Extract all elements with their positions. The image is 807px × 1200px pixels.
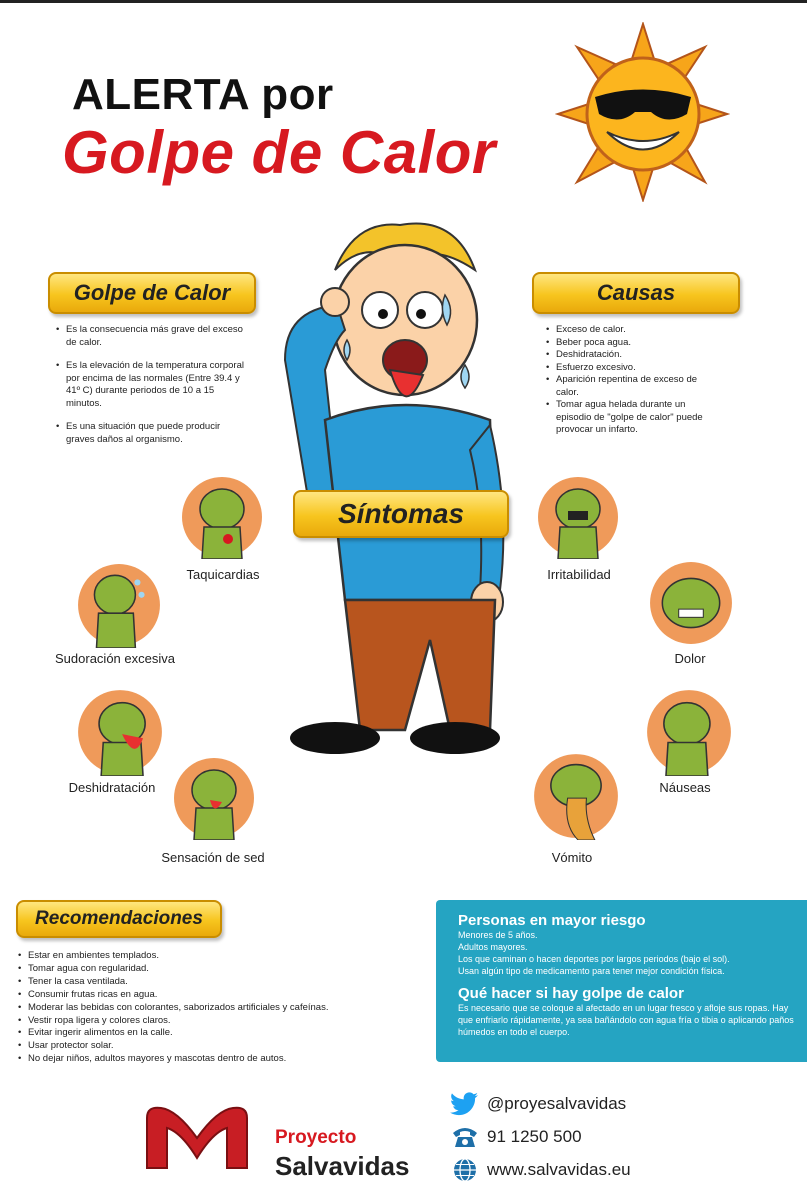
que-hacer-text: Es necesario que se coloque al afectado en un lugar fresco y afloje sus ropas. Hay que enfriarlo rápidamente, ya sea bañándolo con agua fría o tibia o aplicando paños húmedos en todo el cuerpo. [458,1003,794,1037]
symptom-label: Náuseas [659,780,711,795]
risk-info-box [436,900,807,1062]
riesgo-line: Los que caminan o hacen deportes por largos periodos (bajo el sol). [458,954,730,964]
list-item: • Usar protector solar. [18,1040,428,1053]
list-item: • Tener la casa ventilada. [18,976,428,989]
list-item: • Beber poca agua. [546,337,716,350]
dolor-face-icon [648,560,734,646]
golpe-heading: Golpe de Calor [48,272,256,314]
twitter-handle: @proyesalvavidas [487,1094,627,1113]
sintomas-heading: Síntomas [293,490,509,538]
title-line2: Golpe de Calor [62,119,496,186]
vomito-face-icon [532,752,620,840]
symptom-label: Sensación de sed [161,850,265,865]
title-line1: ALERTA por [72,70,334,119]
list-item: • Evitar ingerir alimentos en la calle. [18,1027,428,1040]
list-item: • Moderar las bebidas con colorantes, saborizados artificiales y cafeínas. [18,1002,428,1015]
phone-number: 91 1250 500 [487,1127,582,1146]
symptom-label: Irritabilidad [547,567,611,582]
list-item: • Tomar agua con regularidad. [18,963,428,976]
symptom-label: Vómito [551,850,593,865]
list-item: • Esfuerzo excesivo. [546,362,716,375]
list-item: • Deshidratación. [546,349,716,362]
riesgo-line: Menores de 5 años. [458,930,538,940]
symptom-label: Sudoración excesiva [55,651,175,666]
nauseas-face-icon [645,688,733,776]
sun-mascot-icon [555,22,730,202]
que-hacer-heading: Qué hacer si hay golpe de calor [458,985,684,1002]
list-item: • Es una situación que puede producir graves daños al organismo. [56,421,251,446]
globe-icon [452,1157,478,1183]
symptom-label: Deshidratación [68,780,156,795]
causas-heading: Causas [532,272,740,314]
brand-line2: Salvavidas [275,1151,410,1181]
phone-icon [451,1125,479,1149]
symptom-label: Dolor [674,651,706,666]
riesgo-line: Usan algún tipo de medicamento para tener mejor condición física. [458,966,725,976]
list-item: • No dejar niños, adultos mayores y mascotas dentro de autos. [18,1053,428,1066]
list-item: • Es la elevación de la temperatura corporal por encima de las normales (Entre 39.4 y 41º C) durante periodos de 10 a 15 minutos. [56,360,251,410]
list-item: • Tomar agua helada durante un episodio de "golpe de calor" puede provocar un infarto. [546,399,716,437]
sed-face-icon [172,756,256,840]
website: www.salvavidas.eu [487,1160,631,1179]
deshidratacion-face-icon [76,688,164,776]
causas-list [546,324,716,437]
list-item: • Vestir ropa ligera y colores claros. [18,1015,428,1028]
twitter-icon [450,1092,478,1116]
list-item: • Aparición repentina de exceso de calor. [546,374,716,399]
recomendaciones-list [18,950,428,1066]
lifeguard-logo-icon [137,1098,257,1178]
recomendaciones-heading: Recomendaciones [16,900,222,938]
list-item: • Exceso de calor. [546,324,716,337]
taquicardias-face-icon [180,475,264,559]
irritabilidad-face-icon [536,475,620,559]
golpe-list [56,324,251,457]
list-item: • Es la consecuencia más grave del exceso de calor. [56,324,251,349]
top-border [0,0,807,3]
riesgo-line: Adultos mayores. [458,942,528,952]
symptom-label: Taquicardias [186,567,260,582]
riesgo-heading: Personas en mayor riesgo [458,912,646,929]
brand-line1: Proyecto [275,1127,357,1148]
list-item: • Estar en ambientes templados. [18,950,428,963]
list-item: • Consumir frutas ricas en agua. [18,989,428,1002]
sudoracion-face-icon [76,562,162,648]
